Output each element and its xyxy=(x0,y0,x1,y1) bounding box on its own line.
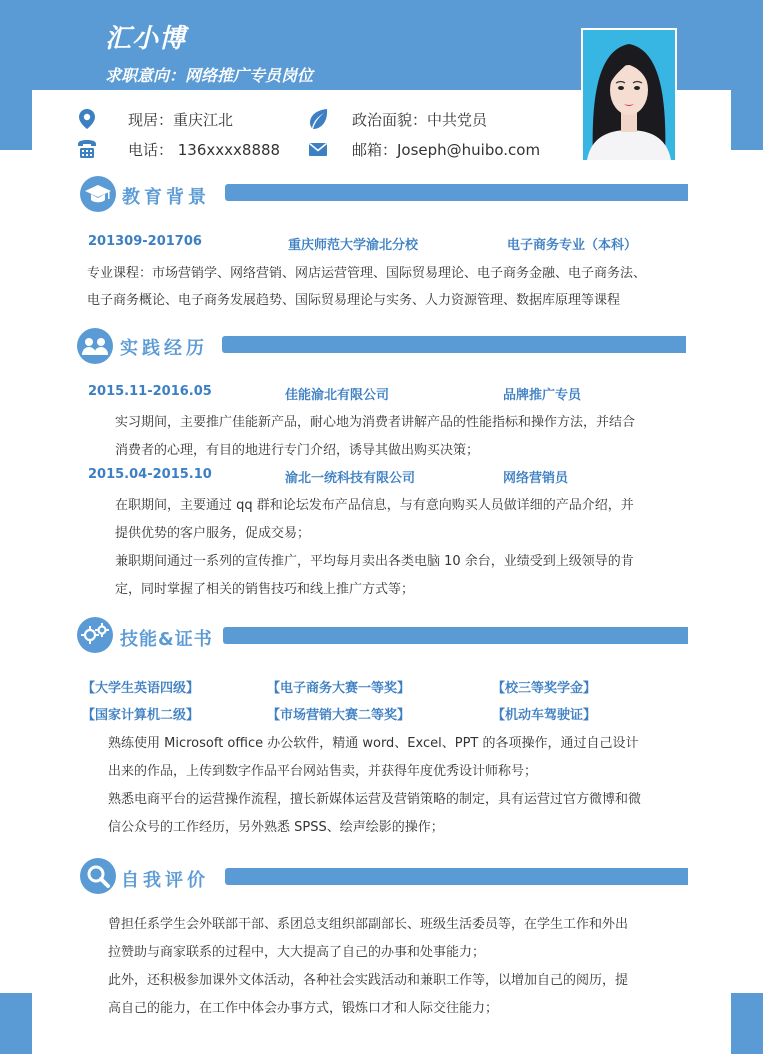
job-description-line: 定，同时掌握了相关的销售技巧和线上推广方式等； xyxy=(115,582,415,597)
cert-item: 【国家计算机二级】 xyxy=(82,708,200,723)
skill-description-line: 熟练使用 Microsoft office 办公软件，精通 word、Excel、PPT 的各项操作，通过自己设计 xyxy=(108,736,639,751)
section-bar-skills xyxy=(223,627,688,644)
left-accent-bottom xyxy=(0,993,32,1054)
job-period: 2015.04-2015.10 xyxy=(88,467,212,482)
residence-text: 现居：重庆江北 xyxy=(128,111,234,129)
education-courses-line: 电子商务概论、电子商务发展趋势、国际贸易理论与实务、人力资源管理、数据库原理等课程 xyxy=(87,293,621,308)
education-school: 重庆师范大学渝北分校 xyxy=(288,238,419,253)
skill-description-line: 熟悉电商平台的运营操作流程，擅长新媒体运营及营销策略的制定，具有运营过官方微博和微 xyxy=(108,792,642,807)
candidate-name: 汇小博 xyxy=(105,24,187,54)
education-period: 201309-201706 xyxy=(88,234,202,249)
people-icon xyxy=(77,328,113,364)
job-description-line: 提供优势的客户服务，促成交易； xyxy=(115,526,311,541)
job-description-line: 兼职期间通过一系列的宣传推广，平均每月卖出各类电脑 10 余台，业绩受到上级领导的肯 xyxy=(115,554,634,569)
cert-item: 【电子商务大赛一等奖】 xyxy=(267,681,411,696)
job-intent: 求职意向：网络推广专员岗位 xyxy=(105,66,314,85)
location-pin-icon xyxy=(76,108,98,130)
magnifier-icon xyxy=(80,858,116,894)
gears-icon xyxy=(77,617,113,653)
self-evaluation-line: 高自己的能力，在工作中体会办事方式，锻炼口才和人际交往能力； xyxy=(108,1001,499,1016)
right-accent-top xyxy=(731,88,763,150)
education-major: 电子商务专业（本科） xyxy=(507,238,638,253)
job-role: 网络营销员 xyxy=(503,471,569,486)
cert-item: 【大学生英语四级】 xyxy=(82,681,200,696)
left-accent-top xyxy=(0,88,32,150)
envelope-icon xyxy=(307,138,329,160)
section-bar-education xyxy=(225,184,688,201)
job-description-line: 消费者的心理，有目的地进行专门介绍，诱导其做出购买决策； xyxy=(115,443,480,458)
cert-item: 【校三等奖学金】 xyxy=(492,681,597,696)
section-bar-self-evaluation xyxy=(225,868,688,885)
job-role: 品牌推广专员 xyxy=(503,388,582,403)
section-bar-practice xyxy=(222,336,686,353)
cert-item: 【市场营销大赛二等奖】 xyxy=(267,708,411,723)
education-courses-line: 专业课程：市场营销学、网络营销、网店运营管理、国际贸易理论、电子商务金融、电子商务法、 xyxy=(87,266,647,281)
job-company: 渝北一统科技有限公司 xyxy=(285,471,416,486)
skill-description-line: 信公众号的工作经历，另外熟悉 SPSS、绘声绘影的操作； xyxy=(108,820,444,835)
self-evaluation-line: 此外，还积极参加课外文体活动，各种社会实践活动和兼职工作等，以增加自己的阅历，提 xyxy=(108,973,629,988)
section-title-practice: 实践经历 xyxy=(120,338,208,359)
cert-item: 【机动车驾驶证】 xyxy=(492,708,597,723)
skill-description-line: 出来的作品，上传到数字作品平台网站售卖，并获得年度优秀设计师称号； xyxy=(108,764,538,779)
job-description-line: 实习期间，主要推广佳能新产品，耐心地为消费者讲解产品的性能指标和操作方法，并结合 xyxy=(115,415,636,430)
job-company: 佳能渝北有限公司 xyxy=(285,388,390,403)
phone-text: 电话： 136xxxx8888 xyxy=(128,141,281,159)
profile-photo xyxy=(581,28,677,162)
self-evaluation-line: 拉赞助与商家联系的过程中，大大提高了自己的办事和处事能力； xyxy=(108,945,486,960)
job-period: 2015.11-2016.05 xyxy=(88,384,212,399)
self-evaluation-line: 曾担任系学生会外联部干部、系团总支组织部副部长、班级生活委员等，在学生工作和外出 xyxy=(108,917,629,932)
email-text: 邮箱：Joseph@huibo.com xyxy=(352,141,541,159)
graduation-cap-icon xyxy=(80,176,116,212)
job-description-line: 在职期间，主要通过 qq 群和论坛发布产品信息，与有意向购买人员做详细的产品介绍，并 xyxy=(115,498,634,513)
telephone-icon xyxy=(76,138,98,160)
section-title-skills: 技能&证书 xyxy=(120,629,213,650)
leaf-icon xyxy=(307,108,329,130)
politics-text: 政治面貌：中共党员 xyxy=(352,111,488,129)
section-title-self-evaluation: 自我评价 xyxy=(121,870,209,891)
section-title-education: 教育背景 xyxy=(122,187,210,208)
right-accent-bottom xyxy=(731,993,763,1054)
